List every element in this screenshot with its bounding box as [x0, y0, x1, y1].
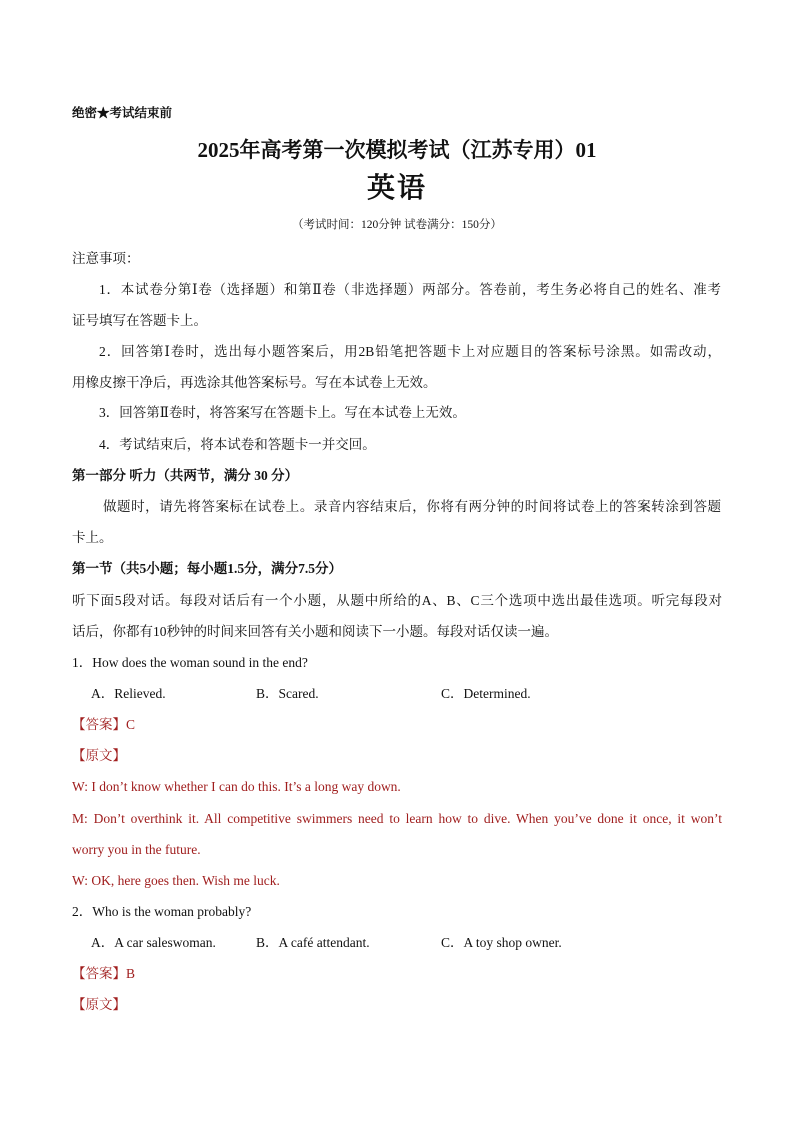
- question-1-answer: [72, 716, 135, 734]
- question-1-option-b: B．Scared.: [256, 686, 319, 701]
- exam-title: 2025年高考第一次模拟考试（江苏专用）01: [197, 138, 597, 162]
- question-2-option-c: C．A toy shop owner.: [441, 935, 562, 950]
- note-item-4: 4．考试结束后，将本试卷和答题卡一并交回。: [99, 437, 376, 452]
- question-1-stem: 1．How does the woman sound in the end?: [72, 655, 308, 670]
- part1-intro-line-2: 卡上。: [72, 530, 113, 545]
- secret-label: 绝密★考试结束前: [72, 106, 173, 120]
- note-item-3: 3．回答第Ⅱ卷时，将答案写在答题卡上。写在本试卷上无效。: [99, 405, 466, 420]
- answer-tag: 【答案】: [72, 966, 126, 981]
- question-2-option-b: B．A café attendant.: [256, 935, 370, 950]
- notes-heading: 注意事项：: [72, 251, 140, 266]
- section1-instruction-line-1: 听下面5段对话。每段对话后有一个小题，从题中所给的A、B、C三个选项中选出最佳选项。听完每段对: [72, 593, 722, 608]
- answer-value: C: [126, 717, 136, 732]
- answer-tag: 【答案】: [72, 717, 126, 732]
- section1-instruction-line-2: 话后，你都有10秒钟的时间来回答有关小题和阅读下一小题。每段对话仅读一遍。: [72, 624, 558, 639]
- question-1-option-c: C．Determined.: [441, 686, 531, 701]
- note-item-2-line-2: 用橡皮擦干净后，再选涂其他答案标号。写在本试卷上无效。: [72, 375, 437, 390]
- subject-title: 英语: [366, 173, 427, 204]
- transcript-line-1: W: I don’t know whether I can do this. It’s a long way down.: [72, 779, 401, 794]
- exam-duration: （考试时间：120分钟 试卷满分：150分）: [292, 219, 502, 231]
- section1-heading: 第一节（共5小题；每小题1.5分，满分7.5分）: [72, 561, 342, 576]
- note-item-1-line-1: 1．本试卷分第Ⅰ卷（选择题）和第Ⅱ卷（非选择题）两部分。答卷前，考生务必将自己的姓名、准考: [99, 282, 721, 297]
- note-item-1-line-2: 证号填写在答题卡上。: [72, 313, 207, 328]
- part1-heading: 第一部分 听力（共两节，满分 30 分）: [72, 468, 299, 483]
- question-2-transcript-tag: 【原文】: [72, 997, 126, 1012]
- part1-intro-line-1: 做题时，请先将答案标在试卷上。录音内容结束后，你将有两分钟的时间将试卷上的答案转涂到答题: [103, 499, 721, 514]
- question-1-transcript-tag: 【原文】: [72, 748, 126, 763]
- question-1-option-a: A．Relieved.: [91, 686, 166, 701]
- question-2-answer: [72, 965, 135, 983]
- transcript-line-2: M: Don’t overthink it. All competitive swimmers need to learn how to dive. When you’ve done it once, it won’t: [72, 811, 722, 826]
- transcript-line-3: worry you in the future.: [72, 842, 201, 857]
- answer-value: B: [126, 966, 136, 981]
- question-2-option-a: A．A car saleswoman.: [91, 935, 216, 950]
- question-2-stem: 2．Who is the woman probably?: [72, 904, 252, 919]
- note-item-2-line-1: 2．回答第Ⅰ卷时，选出每小题答案后，用2B铅笔把答题卡上对应题目的答案标号涂黑。如需改动，: [99, 344, 721, 359]
- transcript-line-4: W: OK, here goes then. Wish me luck.: [72, 873, 280, 888]
